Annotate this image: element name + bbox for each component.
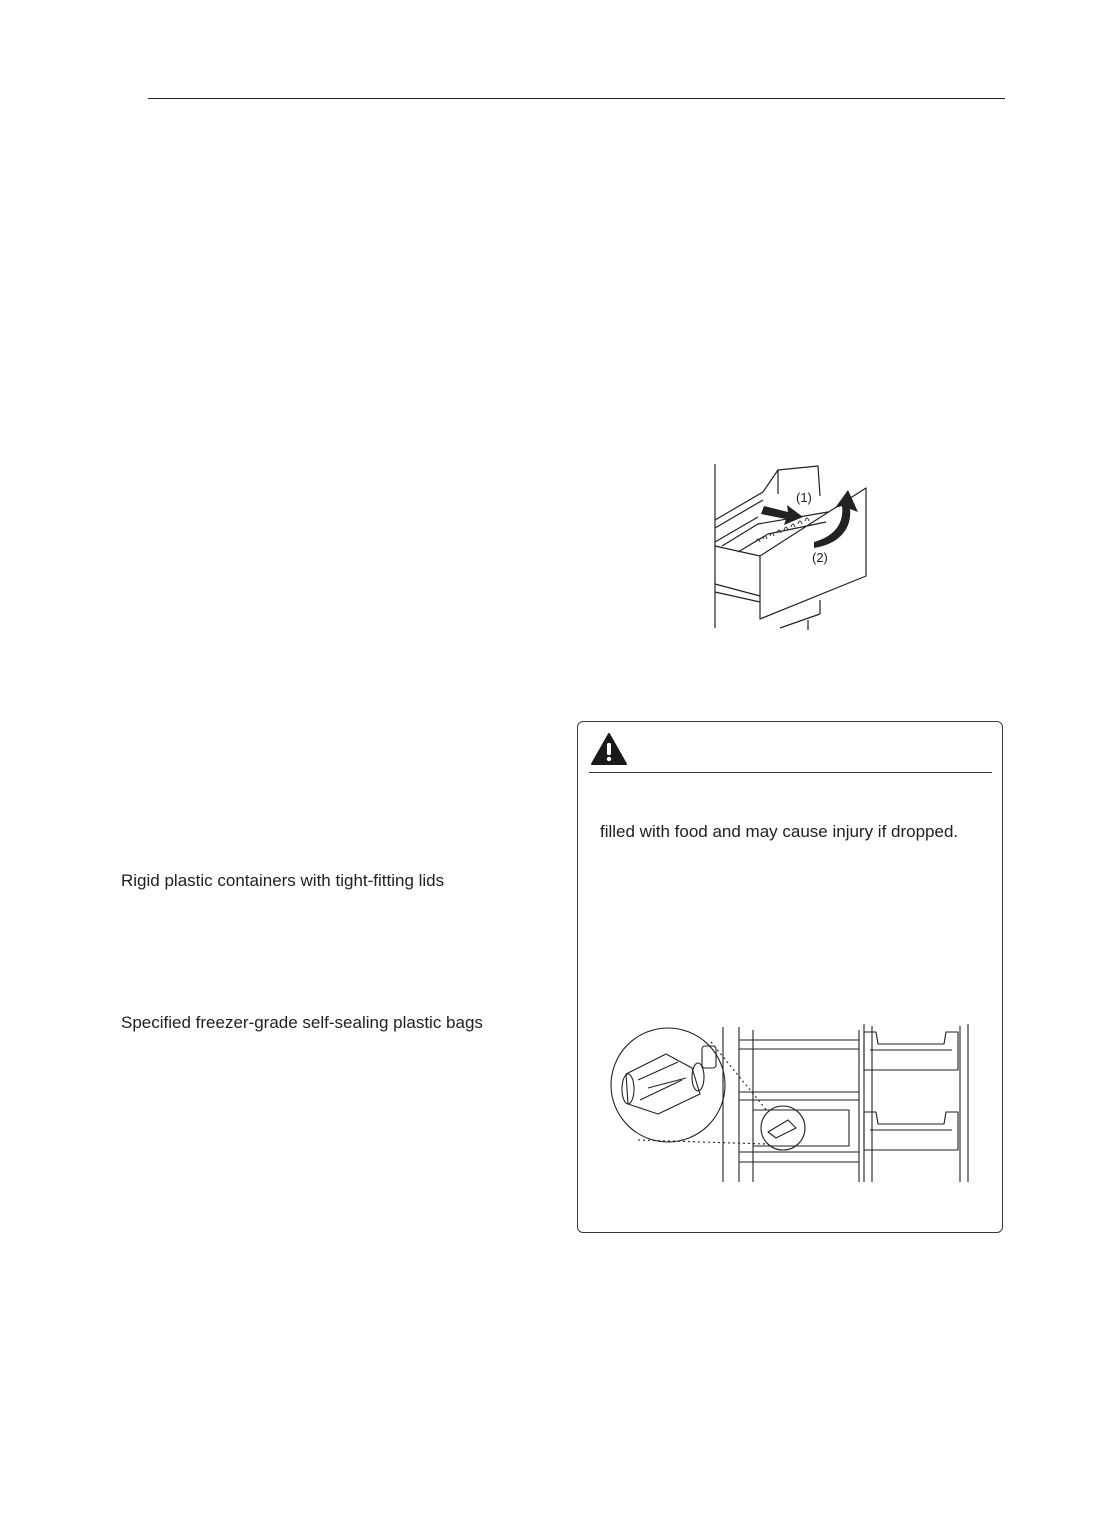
caution-divider [589,772,992,773]
step-2-label: (2) [812,550,828,565]
caution-box [577,721,1003,1233]
fridge-interior-figure [608,1022,978,1187]
drawer-removal-figure [708,462,874,632]
warning-triangle-icon [590,732,628,766]
packaging-item-rigid-containers: Rigid plastic containers with tight-fitting lids [121,871,445,890]
step-1-label: (1) [796,490,812,505]
caution-text: filled with food and may cause injury if dropped. [600,822,959,841]
header-divider [148,98,1005,99]
packaging-item-freezer-bags: Specified freezer-grade self-sealing plastic bags [121,1013,483,1032]
